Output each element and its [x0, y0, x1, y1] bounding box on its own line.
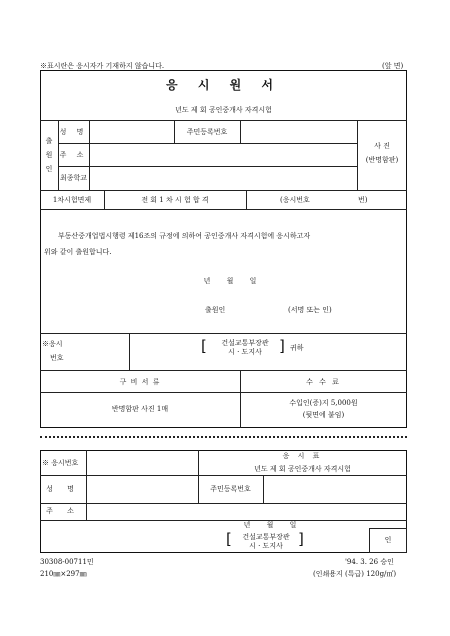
body-line-2: 위와 같이 출원합니다. [44, 248, 112, 256]
applicant-label-char: 원 [45, 151, 53, 159]
ticket-exam-no-field[interactable] [87, 451, 197, 474]
divider [246, 190, 247, 209]
authority-suffix: 귀하 [290, 344, 304, 352]
divider [40, 392, 407, 393]
side-label: (앞 면) [382, 62, 404, 70]
rrn-label: 주민등록번호 [186, 128, 228, 136]
signer-label: 출원인 [205, 306, 226, 314]
address-field[interactable] [90, 144, 356, 165]
ticket-name-label: 성 명 [46, 485, 80, 493]
photo-size: (반명함판) [365, 156, 399, 164]
paper-size: 210㎜×297㎜ [40, 570, 87, 578]
exemption-value: 전 회 1 차 시 험 합 격 [141, 196, 209, 204]
authority-1: 건설교통부장관 [221, 339, 269, 347]
form-title: 응 시 원 서 [166, 78, 281, 92]
authority-2: 시 · 도지사 [228, 348, 262, 356]
applicant-label-char: 인 [45, 165, 53, 173]
address-label: 주 소 [59, 151, 88, 159]
divider [40, 190, 407, 191]
ticket-rrn-field[interactable] [264, 476, 406, 502]
ticket-address-field[interactable] [87, 504, 406, 519]
left-bracket-icon: [ [201, 337, 207, 355]
divider [40, 370, 407, 371]
rrn-field[interactable] [241, 121, 356, 142]
school-field[interactable] [90, 167, 356, 189]
ticket-authority-1: 건설교통부장관 [242, 533, 290, 541]
name-label: 성 명 [59, 128, 88, 136]
fee-header: 수 수 료 [306, 378, 341, 386]
name-field[interactable] [90, 121, 173, 142]
cut-line [40, 436, 407, 438]
divider [40, 333, 407, 334]
exam-no-box-label-2: 번호 [50, 354, 64, 362]
ticket-subtitle: 년도 제 회 공인중개사 자격시험 [254, 465, 351, 473]
ticket-address-label: 주 소 [46, 507, 80, 515]
ticket-authority-2: 시 · 도지사 [249, 542, 283, 550]
docs-header: 구 비 서 류 [119, 378, 161, 386]
ticket-seal-label: 인 [384, 536, 392, 544]
ticket-exam-no-label: ※ 응시번호 [42, 459, 79, 467]
body-line-1: 부동산중개업법시행령 제16조의 규정에 의하여 공인중개사 자격시험에 응시하고자 [58, 232, 311, 240]
ticket-rrn-label: 주민등록번호 [210, 485, 251, 493]
ticket-left-bracket-icon: [ [226, 530, 232, 548]
fee-note: (뒷면에 붙임) [302, 411, 345, 419]
photo-label: 사 진 [374, 142, 390, 150]
exam-no-label: (응시번호 [280, 196, 310, 204]
applicant-label [40, 134, 58, 176]
sign-note: (서명 또는 인) [288, 306, 332, 314]
right-bracket-icon: ] [279, 337, 285, 355]
applicant-label-char: 출 [45, 137, 53, 145]
signer-field[interactable] [232, 301, 284, 315]
exam-no-suffix: 번) [358, 196, 368, 204]
ticket-title: 응 시 표 [282, 452, 323, 460]
divider [357, 120, 358, 190]
ticket-name-field[interactable] [87, 476, 197, 502]
docs-value: 반명함판 사진 1매 [111, 405, 169, 413]
ticket-date-line: 년 월 일 [243, 521, 297, 529]
school-label: 최종학교 [59, 174, 88, 182]
form-code: 30308-00711민 [40, 558, 94, 566]
paper-spec: (인쇄용지 (특급) 120g/㎡) [313, 570, 397, 578]
date-line: 년 월 일 [203, 277, 257, 285]
exemption-label: 1차시험면제 [52, 196, 92, 204]
form-subtitle: 년도 제 회 공인중개사 자격시험 [175, 106, 272, 114]
exam-no-box-label-1: ※응시 [42, 340, 63, 348]
ticket-right-bracket-icon: ] [298, 530, 304, 548]
divider [40, 209, 407, 210]
fee-value: 수입인(증)지 5,000원 [289, 399, 358, 407]
divider [129, 333, 130, 370]
approval-date: '94. 3. 26 승인 [345, 558, 394, 566]
top-note: ※표시란은 응시자가 기재하지 않습니다. [40, 62, 165, 70]
